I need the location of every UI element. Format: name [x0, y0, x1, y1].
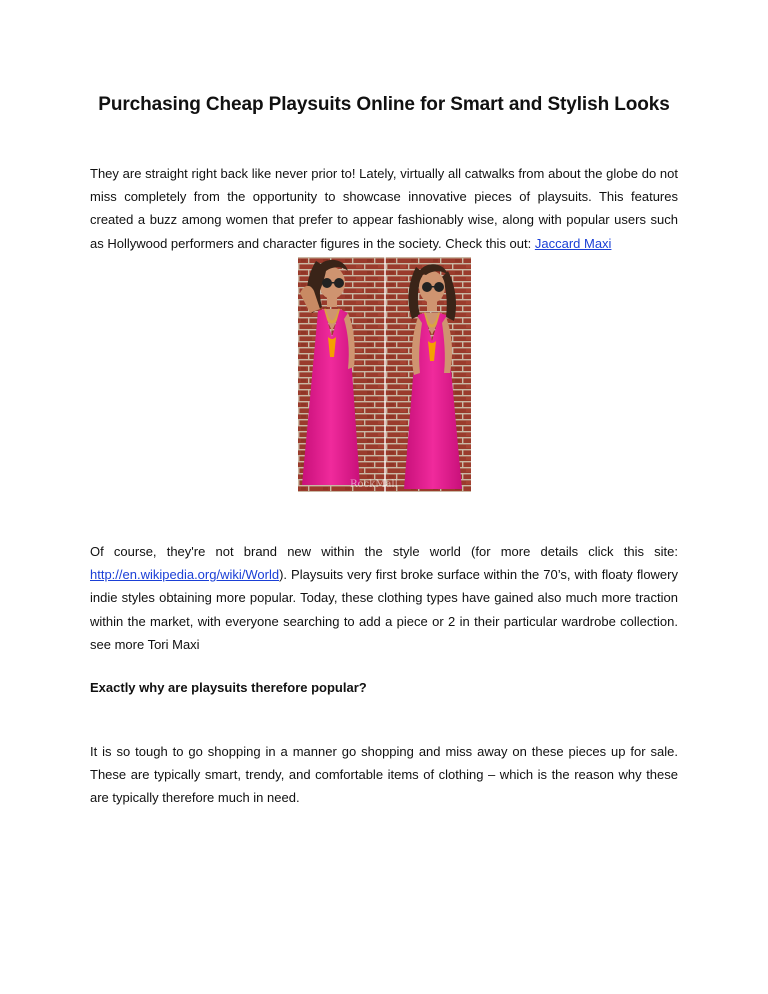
paragraph-intro: [90, 162, 678, 255]
paragraph-history: [90, 540, 678, 656]
image-watermark: RockMall: [350, 479, 398, 490]
paragraph-history-text-before: Of course, they're not brand new within the style world (for more details click this site:: [90, 544, 678, 559]
document-title: Purchasing Cheap Playsuits Online for Smart and Stylish Looks: [98, 94, 670, 115]
section-heading: Exactly why are playsuits therefore popular?: [90, 680, 367, 695]
paragraph-intro-text: They are straight right back like never prior to! Lately, virtually all catwalks from about the globe do not miss completely from the opportunity to showcase innovative pieces of playsuits. This features created a buzz among women that prefer to appear fashionably wise, along with popular users such as Hollywood performers and character figures in the society. Check this out:: [90, 166, 678, 251]
product-photo: [298, 257, 471, 492]
paragraph-popularity: It is so tough to go shopping in a manner go shopping and miss away on these pieces up for sale. These are typically smart, trendy, and comfortable items of clothing – which is the reason why these are typically therefore much in need.: [90, 744, 678, 806]
jaccard-maxi-link[interactable]: Jaccard Maxi: [534, 235, 612, 251]
paragraph-history-text-after: ). Playsuits very first broke surface within the 70’s, with floaty flowery indie styles obtaining more popular. Today, these clothing types have gained also much more traction within the market, with everyone searching to add a piece or 2 in their particular wardrobe collection. see more Tori Maxi: [90, 567, 678, 652]
wikipedia-world-link[interactable]: http://en.wikipedia.org/wiki/World: [90, 567, 280, 583]
